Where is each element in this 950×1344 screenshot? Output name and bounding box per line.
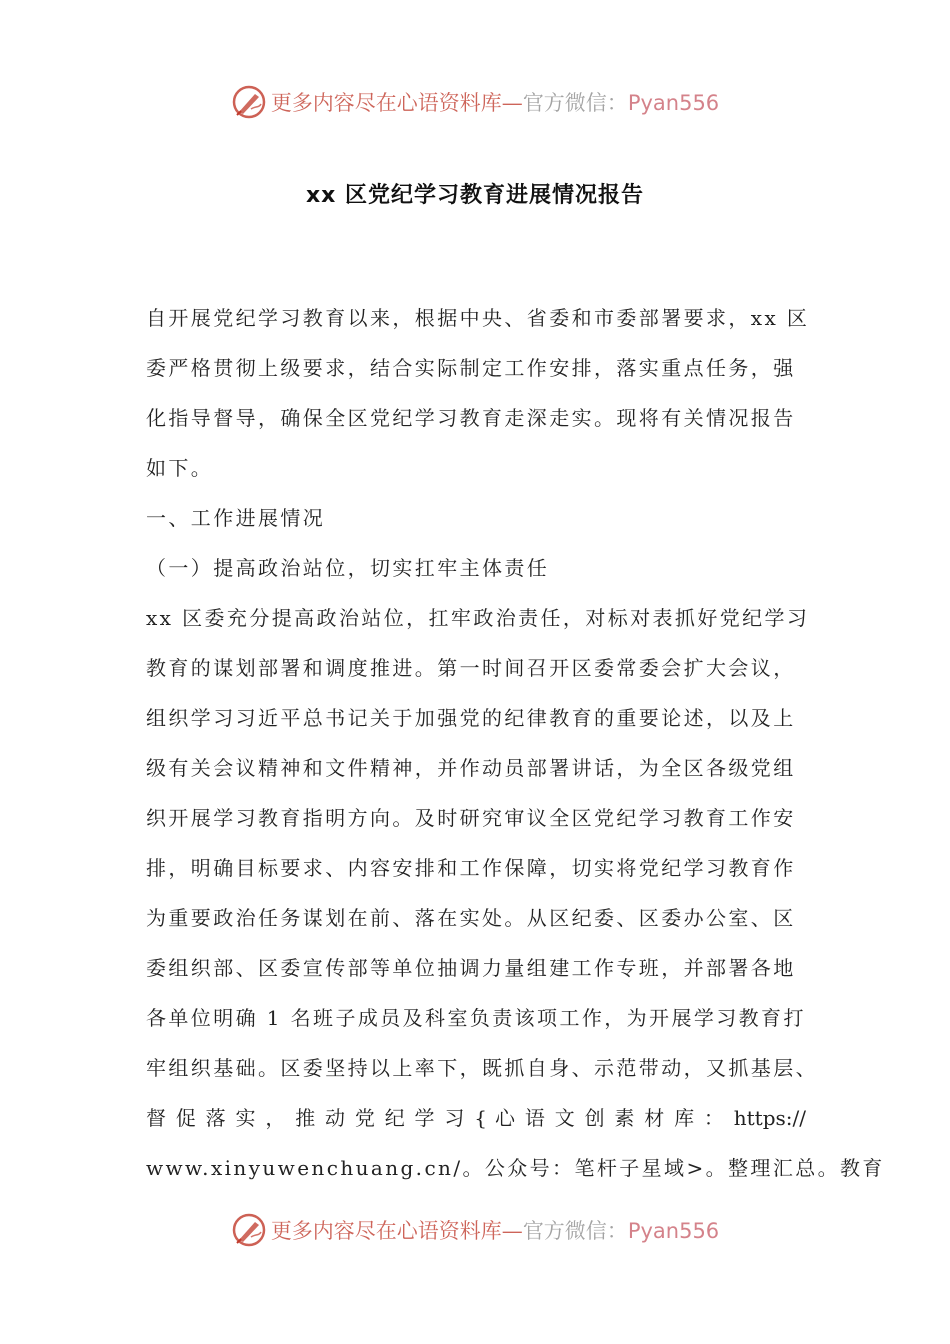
- paragraph-line: www.xinyuwenchuang.cn/。公众号：笔杆子星域>。整理汇总。教育: [146, 1156, 885, 1180]
- paragraph-line: 组织学习习近平总书记关于加强党的纪律教育的重要论述，以及上: [146, 706, 796, 730]
- footer-banner-text: 更多内容尽在心语资料库—官方微信：Pyan556: [270, 1219, 720, 1243]
- paragraph-line: 排，明确目标要求、内容安排和工作保障，切实将党纪学习教育作: [146, 856, 796, 880]
- header-banner: [0, 80, 950, 124]
- paragraph-line: 委组织部、区委宣传部等单位抽调力量组建工作专班，并部署各地: [146, 956, 796, 980]
- paragraph-line: 化指导督导，确保全区党纪学习教育走深走实。现将有关情况报告: [146, 406, 796, 430]
- paragraph-line: 织开展学习教育指明方向。及时研究审议全区党纪学习教育工作安: [146, 806, 796, 830]
- subsection-heading: （一）提高政治站位，切实扛牢主体责任: [146, 556, 550, 580]
- paragraph-line: 自开展党纪学习教育以来，根据中央、省委和市委部署要求，xx 区: [146, 306, 810, 330]
- paragraph-line: 委严格贯彻上级要求，结合实际制定工作安排，落实重点任务，强: [146, 356, 796, 380]
- paragraph-line: 各单位明确 1 名班子成员及科室负责该项工作，为开展学习教育打: [146, 1006, 806, 1030]
- pen-logo-icon: [231, 1212, 267, 1248]
- header-banner-text: 更多内容尽在心语资料库—官方微信：Pyan556: [270, 91, 720, 115]
- document-title: xx 区党纪学习教育进展情况报告: [305, 183, 645, 208]
- paragraph-line: 督 促 落 实 ， 推 动 党 纪 学 习 { 心 语 文 创 素 材 库 ： https://: [146, 1106, 806, 1130]
- paragraph-line: 牢组织基础。区委坚持以上率下，既抓自身、示范带动，又抓基层、: [146, 1056, 818, 1080]
- document-body: [146, 293, 885, 1193]
- pen-logo-icon: [231, 84, 267, 120]
- paragraph-line: 如下。: [146, 456, 214, 480]
- section-heading: 一、工作进展情况: [146, 506, 326, 530]
- paragraph-line: xx 区委充分提高政治站位，扛牢政治责任，对标对表抓好党纪学习: [146, 606, 810, 630]
- footer-banner: [0, 1208, 950, 1252]
- paragraph-line: 为重要政治任务谋划在前、落在实处。从区纪委、区委办公室、区: [146, 906, 796, 930]
- paragraph-line: 级有关会议精神和文件精神，并作动员部署讲话，为全区各级党组: [146, 756, 796, 780]
- paragraph-line: 教育的谋划部署和调度推进。第一时间召开区委常委会扩大会议，: [146, 656, 796, 680]
